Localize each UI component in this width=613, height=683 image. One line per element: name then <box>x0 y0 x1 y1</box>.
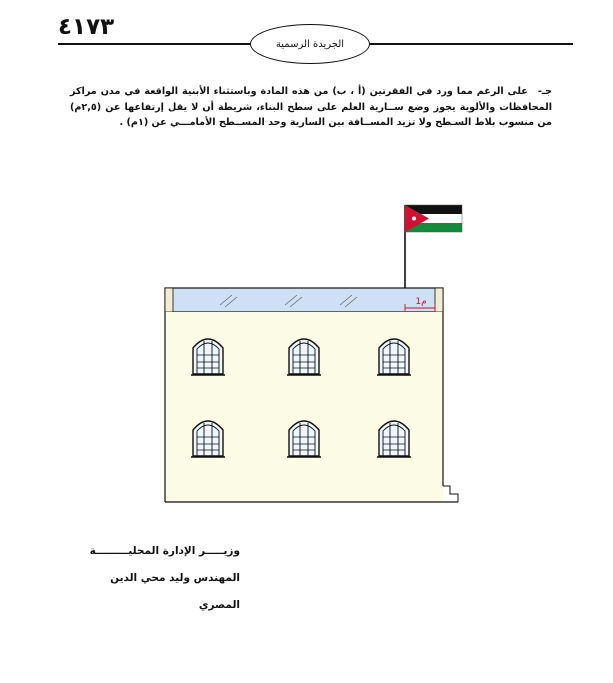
roof-parapet <box>165 288 443 312</box>
window <box>191 421 225 457</box>
minister-title: وزيـــــر الإدارة المحليـــــــــة <box>89 545 240 557</box>
window <box>287 421 321 457</box>
publication-name: الجريدة الرسمية <box>275 38 345 50</box>
parapet-end-right <box>435 288 443 312</box>
clause-text: على الرغم مما ورد في الفقرتين (أ ، ب) من هذه المادة وباستثناء الأبنية الواقعة في مدن مراكز المحافظات والألوية يجوز وضع ســارية العلم على سطح البناء، شريطة أن لا يقل إرتفاعها عن (٢,٥م) من منسوب بلاط السـطح ولا تزيد المســافة بين السارية وحد المســطح الأمامـــي عن (١م) . <box>70 86 552 128</box>
clause-marker: جـ- <box>537 86 552 97</box>
signature-block <box>70 538 240 619</box>
dimension-label: 1م <box>415 297 427 307</box>
page-number: ٤١٧٣ <box>58 14 115 40</box>
jordan-flag <box>405 205 462 232</box>
minister-name: المهندس وليد محي الدين المصري <box>110 572 240 611</box>
parapet-end-left <box>165 288 173 312</box>
window <box>377 339 411 375</box>
window <box>377 421 411 457</box>
window <box>191 339 225 375</box>
window <box>287 339 321 375</box>
